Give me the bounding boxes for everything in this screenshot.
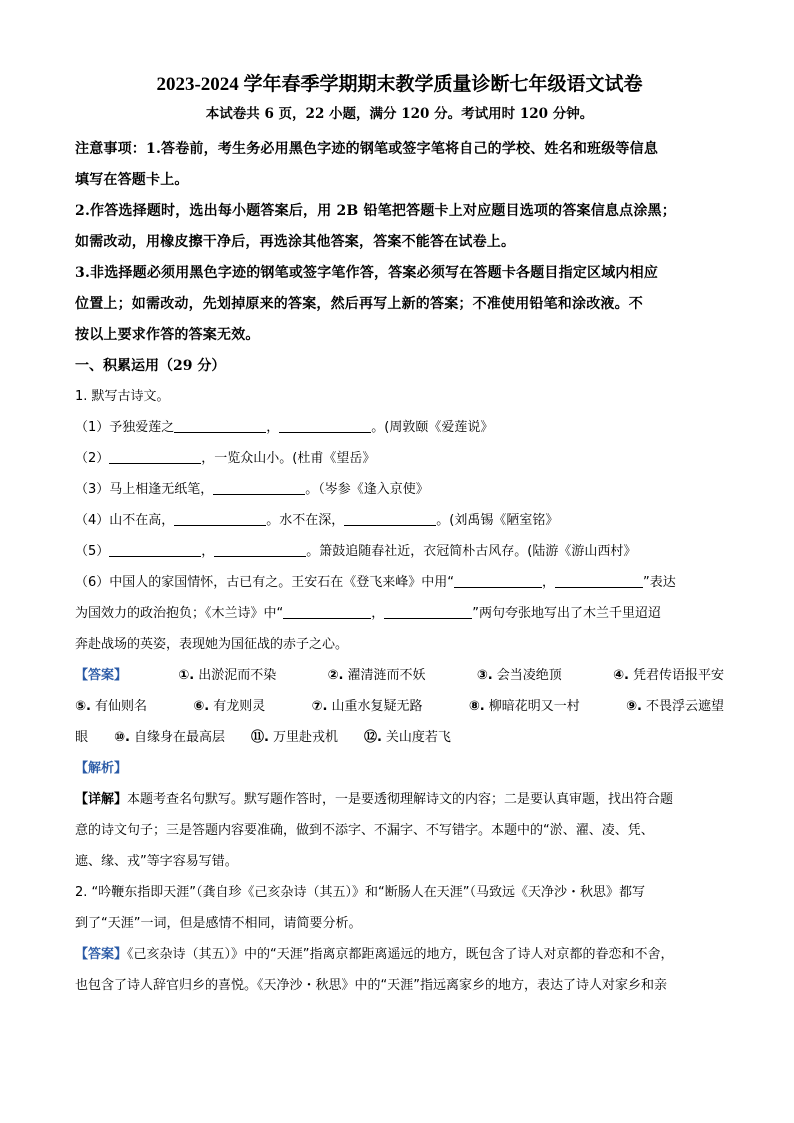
answer-row [75,691,724,722]
note-line: 2.作答选择题时，选出每小题答案后，用 2B 铅笔把答题卡上对应题目选项的答案信息点涂黑； [75,203,676,219]
answer-item: ②. 濯清涟而不妖 [327,668,426,683]
answer-blank [109,449,201,464]
question-line: 奔赴战场的英姿，表现她为国征战的赤子之心。 [75,637,349,652]
text-segment: ， [542,575,556,590]
text-segment: （2） [75,451,110,466]
answer-item: ④. 凭君传语报平安 [612,668,724,683]
text-segment: ， [266,420,280,435]
answer-blank [174,418,266,433]
question-line [75,536,724,567]
answer-item: ⑥. 有龙则灵 [193,699,266,714]
note-line: 注意事项：1.答卷前，考生务必用黑色字迹的钢笔或签字笔将自己的学校、姓名和班级等信息 [75,141,659,157]
answer-item: ⑫. 关山度若飞 [363,730,451,745]
exam-subtitle: 本试卷共 6 页，22 小题，满分 120 分。考试用时 120 分钟。 [205,106,594,122]
answer-item: ③. 会当凌绝顶 [476,668,562,683]
answer-item: ⑩. 自缘身在最高层 [114,730,225,745]
answer-tag: 【答案】 [75,947,128,962]
analysis-heading [75,753,724,784]
q2-answer-line: 也包含了诗人辞官归乡的喜悦。《天净沙・秋思》中的“天涯”指远离家乡的地方，表达了诗人对家乡和亲 [75,978,667,993]
notes-block [75,134,724,351]
answer-blank [454,573,542,588]
text-segment: （3）马上相逢无纸笔， [75,482,214,497]
answer-item: ⑧. 柳暗花明又一村 [468,699,580,714]
answer-blank [213,480,305,495]
note-line: 填写在答题卡上。 [75,172,189,188]
note-line: 按以上要求作答的答案无效。 [75,327,260,343]
answer-row [75,722,724,753]
answer-blank [384,604,472,619]
note-line: 位置上；如需改动，先划掉原来的答案，然后再写上新的答案；不准使用铅笔和涂改液。不 [75,296,643,312]
answer-item: 眼 [75,730,89,745]
answer-item: ⑦. 山重水复疑无路 [311,699,423,714]
text-segment: ”两句夸张地写出了木兰千里迢迢 [472,606,662,621]
exam-title: 2023-2024 学年春季学期期末教学质量诊断七年级语文试卷 [156,74,643,95]
detail-paragraph-line: 【详解】本题考查名句默写。默写题作答时，一是要透彻理解诗文的内容；二是要认真审题，找出符合题 [75,792,674,807]
question-stem: 1. 默写古诗文。 [75,389,170,404]
text-segment: （6）中国人的家国情怀，古已有之。王安石在《登飞来峰》中用“ [75,575,455,590]
answer-item: ⑪. 万里赴戎机 [250,730,338,745]
text-segment: ， [201,544,215,559]
note-line: 3.非选择题必须用黑色字迹的钢笔或签字笔作答，答案必须写在答题卡各题目指定区域内相应 [75,265,659,281]
answer-blank [283,604,371,619]
text-segment: （4）山不在高， [75,513,175,528]
answer-blank [279,418,371,433]
answer-item: ⑤. 有仙则名 [75,699,147,714]
text-segment: 。水不在深， [266,513,345,528]
answer-item: ⑨. 不畏浮云遮望 [626,699,724,714]
question-line [75,443,724,474]
section-heading: 一、积累运用（29 分） [75,358,226,374]
analysis-tag: 【解析】 [75,761,128,776]
detail-tag: 【详解】 [75,792,128,807]
question-line [75,505,724,536]
text-segment: ， [371,606,385,621]
question-line [75,567,724,598]
text-segment: ，一览众山小。(杜甫《望岳》 [201,451,376,466]
text-segment: 。箫鼓追随春社近，衣冠简朴古风存。(陆游《游山西村》 [306,544,637,559]
answer-blank [174,511,266,526]
question-1 [75,381,724,660]
question-line [75,412,724,443]
question-line [75,474,724,505]
answer-blank [344,511,436,526]
note-line: 如需改动，用橡皮擦干净后，再选涂其他答案，答案不能答在试卷上。 [75,234,516,250]
text-segment: 为国效力的政治抱负；《木兰诗》中“ [75,606,284,621]
question-2-line: 到了“天涯”一词，但是感情不相同，请简要分析。 [75,916,362,931]
answer-tag: 【答案】 [75,668,128,683]
answer-blank [109,542,201,557]
question-line [75,598,724,629]
detail-paragraph-line: 遮、缘、戎”等字容易写错。 [75,854,238,869]
answer-item: ①. 出淤泥而不染 [178,668,277,683]
text-segment: 。(刘禹锡《陋室铭》 [436,513,559,528]
text-segment: ”表达 [643,575,676,590]
text-segment: （5） [75,544,110,559]
answer-row [75,660,724,691]
text-segment: 。（岑参《逢入京使》 [305,482,429,497]
text-segment: 。(周敦颐《爱莲说》 [371,420,494,435]
detail-paragraph-line: 意的诗文句子；三是答题内容要准确，做到不添字、不漏字、不写错字。本题中的“淤、濯、凌、凭、 [75,823,654,838]
answer-blank [555,573,643,588]
text-segment: （1）予独爱莲之 [75,420,175,435]
answer-blank [214,542,306,557]
question-2-line: 2. “吟鞭东指即天涯”（龚自珍《己亥杂诗（其五）》和“断肠人在天涯”（马致远《天净沙・秋思》都写 [75,885,645,900]
q2-answer-line: 【答案】《己亥杂诗（其五）》中的“天涯”指离京都距离遥远的地方，既包含了诗人对京都的眷恋和不舍， [75,947,674,962]
